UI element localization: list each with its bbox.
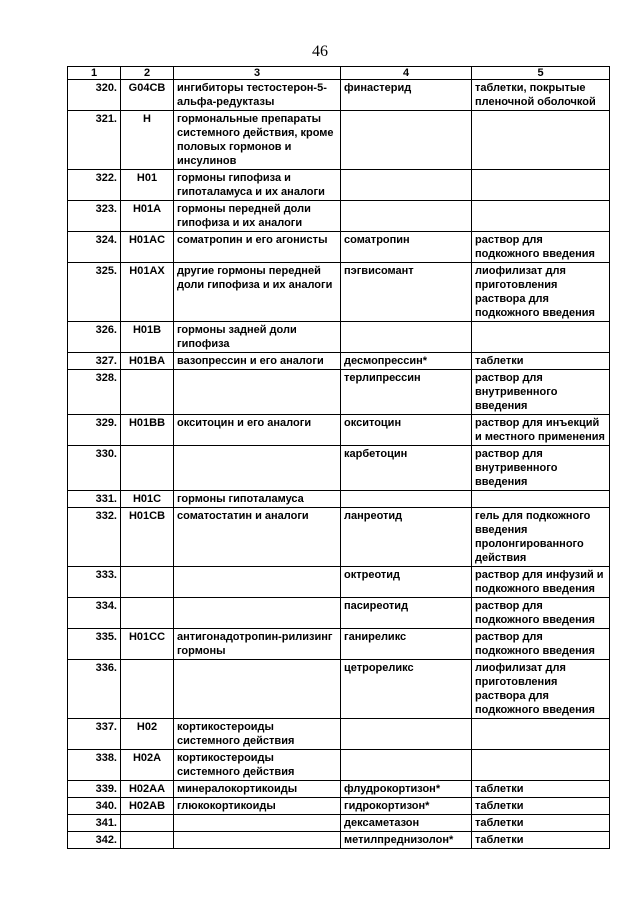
dosage-form: раствор для инфузий и подкожного введения <box>472 567 610 598</box>
pharmacological-group: вазопрессин и его аналоги <box>174 353 341 370</box>
drug-name: метилпреднизолон* <box>341 832 472 849</box>
atc-code: H01A <box>121 201 174 232</box>
drug-name <box>341 750 472 781</box>
row-number: 338. <box>68 750 121 781</box>
drug-name: финастерид <box>341 80 472 111</box>
pharmacological-group: гормоны гипоталамуса <box>174 491 341 508</box>
drug-name <box>341 201 472 232</box>
atc-code: H01AC <box>121 232 174 263</box>
atc-code: H01CB <box>121 508 174 567</box>
atc-code: H02AA <box>121 781 174 798</box>
pharmacological-group <box>174 815 341 832</box>
row-number: 330. <box>68 446 121 491</box>
atc-code: H02A <box>121 750 174 781</box>
pharmacological-group: гормоны передней доли гипофиза и их аналоги <box>174 201 341 232</box>
pharmacological-group: гормональные препараты системного действия, кроме половых гормонов и инсулинов <box>174 111 341 170</box>
dosage-form <box>472 201 610 232</box>
drug-name: окситоцин <box>341 415 472 446</box>
pharmacological-group <box>174 598 341 629</box>
drug-name: десмопрессин* <box>341 353 472 370</box>
pharmacological-group: ингибиторы тестостерон-5-альфа-редуктазы <box>174 80 341 111</box>
dosage-form: лиофилизат для приготовления раствора для подкожного введения <box>472 263 610 322</box>
row-number: 326. <box>68 322 121 353</box>
drug-name: флудрокортизон* <box>341 781 472 798</box>
table-row <box>68 629 610 660</box>
header-row <box>68 67 610 80</box>
row-number: 324. <box>68 232 121 263</box>
dosage-form: раствор для внутривенного введения <box>472 370 610 415</box>
dosage-form <box>472 491 610 508</box>
atc-code: H02AB <box>121 798 174 815</box>
pharmacological-group: глюкокортикоиды <box>174 798 341 815</box>
table-row <box>68 370 610 415</box>
atc-code: H <box>121 111 174 170</box>
table-row <box>68 353 610 370</box>
table-row <box>68 508 610 567</box>
col-header-5: 5 <box>472 67 610 80</box>
drug-name: дексаметазон <box>341 815 472 832</box>
drug-name: карбетоцин <box>341 446 472 491</box>
pharmacological-group <box>174 832 341 849</box>
table-body <box>68 80 610 849</box>
atc-code: H01BB <box>121 415 174 446</box>
pharmacological-group: антигонадотропин-рилизинг гормоны <box>174 629 341 660</box>
table-row <box>68 750 610 781</box>
pharmacological-group: соматостатин и аналоги <box>174 508 341 567</box>
dosage-form: таблетки <box>472 781 610 798</box>
row-number: 333. <box>68 567 121 598</box>
atc-code <box>121 567 174 598</box>
drug-name <box>341 322 472 353</box>
table-row <box>68 719 610 750</box>
table-row <box>68 815 610 832</box>
table-row <box>68 170 610 201</box>
dosage-form: таблетки <box>472 815 610 832</box>
atc-code <box>121 370 174 415</box>
pharmacological-group: кортикостероиды системного действия <box>174 750 341 781</box>
row-number: 328. <box>68 370 121 415</box>
pharmacological-group: гормоны задней доли гипофиза <box>174 322 341 353</box>
drug-name <box>341 719 472 750</box>
col-header-3: 3 <box>174 67 341 80</box>
row-number: 341. <box>68 815 121 832</box>
pharmacological-group <box>174 660 341 719</box>
row-number: 321. <box>68 111 121 170</box>
table-row <box>68 263 610 322</box>
dosage-form: гель для подкожного введения пролонгированного действия <box>472 508 610 567</box>
row-number: 336. <box>68 660 121 719</box>
drug-name <box>341 111 472 170</box>
dosage-form <box>472 719 610 750</box>
dosage-form <box>472 170 610 201</box>
row-number: 337. <box>68 719 121 750</box>
table-row <box>68 80 610 111</box>
atc-code <box>121 598 174 629</box>
drug-name <box>341 170 472 201</box>
dosage-form <box>472 750 610 781</box>
row-number: 327. <box>68 353 121 370</box>
dosage-form: раствор для подкожного введения <box>472 598 610 629</box>
atc-code <box>121 832 174 849</box>
atc-code: H01CC <box>121 629 174 660</box>
row-number: 334. <box>68 598 121 629</box>
table-row <box>68 660 610 719</box>
row-number: 322. <box>68 170 121 201</box>
atc-code: H01BA <box>121 353 174 370</box>
page-number: 46 <box>312 43 328 60</box>
table-row <box>68 781 610 798</box>
row-number: 331. <box>68 491 121 508</box>
table-row <box>68 111 610 170</box>
drug-name: терлипрессин <box>341 370 472 415</box>
table-row <box>68 491 610 508</box>
drug-name: ланреотид <box>341 508 472 567</box>
dosage-form: таблетки <box>472 832 610 849</box>
col-header-4: 4 <box>341 67 472 80</box>
dosage-form <box>472 322 610 353</box>
row-number: 339. <box>68 781 121 798</box>
dosage-form: раствор для инъекций и местного применения <box>472 415 610 446</box>
dosage-form: лиофилизат для приготовления раствора для подкожного введения <box>472 660 610 719</box>
table-row <box>68 201 610 232</box>
atc-code: H01B <box>121 322 174 353</box>
pharmacological-group: окситоцин и его аналоги <box>174 415 341 446</box>
pharmacological-group: кортикостероиды системного действия <box>174 719 341 750</box>
pharmacological-group: другие гормоны передней доли гипофиза и их аналоги <box>174 263 341 322</box>
pharmacological-group: минералокортикоиды <box>174 781 341 798</box>
pharmacological-group: гормоны гипофиза и гипоталамуса и их аналоги <box>174 170 341 201</box>
drug-list-table <box>67 66 610 849</box>
atc-code <box>121 815 174 832</box>
pharmacological-group <box>174 567 341 598</box>
table-row <box>68 415 610 446</box>
row-number: 329. <box>68 415 121 446</box>
table-row <box>68 798 610 815</box>
row-number: 323. <box>68 201 121 232</box>
atc-code <box>121 446 174 491</box>
dosage-form: раствор для внутривенного введения <box>472 446 610 491</box>
pharmacological-group <box>174 446 341 491</box>
col-header-2: 2 <box>121 67 174 80</box>
atc-code: H01AX <box>121 263 174 322</box>
row-number: 342. <box>68 832 121 849</box>
table-row <box>68 322 610 353</box>
atc-code: H01C <box>121 491 174 508</box>
table-row <box>68 598 610 629</box>
row-number: 325. <box>68 263 121 322</box>
dosage-form: раствор для подкожного введения <box>472 629 610 660</box>
dosage-form: таблетки, покрытые пленочной оболочкой <box>472 80 610 111</box>
drug-name: гидрокортизон* <box>341 798 472 815</box>
table-row <box>68 567 610 598</box>
pharmacological-group: соматропин и его агонисты <box>174 232 341 263</box>
table-row <box>68 232 610 263</box>
row-number: 320. <box>68 80 121 111</box>
dosage-form: таблетки <box>472 798 610 815</box>
dosage-form: раствор для подкожного введения <box>472 232 610 263</box>
dosage-form <box>472 111 610 170</box>
col-header-1: 1 <box>68 67 121 80</box>
drug-name: цетрореликс <box>341 660 472 719</box>
table-row <box>68 446 610 491</box>
row-number: 340. <box>68 798 121 815</box>
dosage-form: таблетки <box>472 353 610 370</box>
drug-name: пэгвисомант <box>341 263 472 322</box>
atc-code: H02 <box>121 719 174 750</box>
atc-code: G04CB <box>121 80 174 111</box>
drug-name: ганиреликс <box>341 629 472 660</box>
drug-name: соматропин <box>341 232 472 263</box>
row-number: 335. <box>68 629 121 660</box>
drug-name: октреотид <box>341 567 472 598</box>
drug-name: пасиреотид <box>341 598 472 629</box>
row-number: 332. <box>68 508 121 567</box>
table-row <box>68 832 610 849</box>
atc-code: H01 <box>121 170 174 201</box>
drug-name <box>341 491 472 508</box>
atc-code <box>121 660 174 719</box>
pharmacological-group <box>174 370 341 415</box>
